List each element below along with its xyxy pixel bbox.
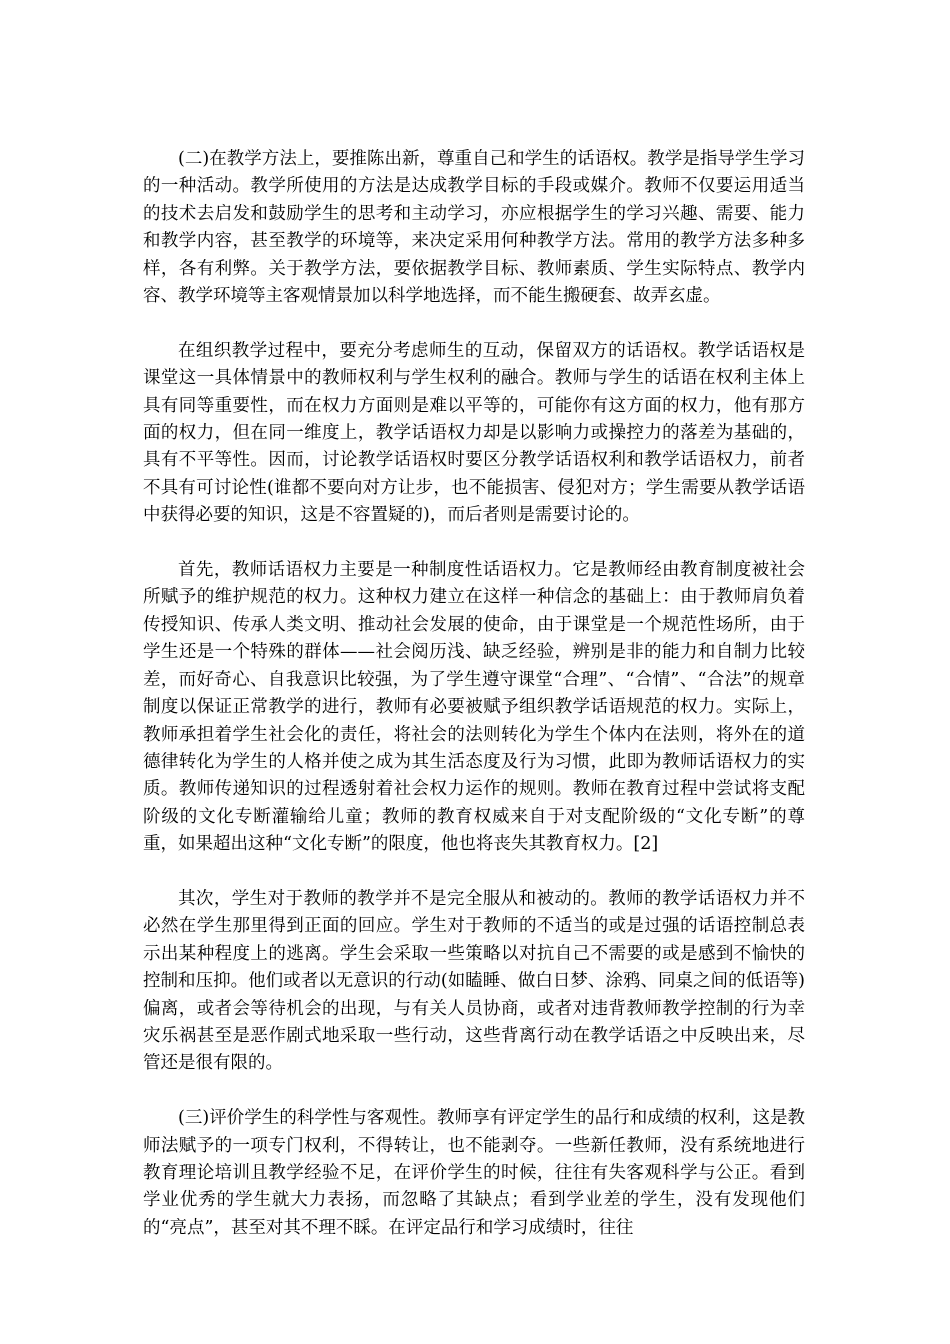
paragraph-discourse-rights: 在组织教学过程中，要充分考虑师生的互动，保留双方的话语权。教学话语权是课堂这一具体情景中的教师权利与学生权利的融合。教师与学生的话语在权利主体上具有同等重要性，而在权力方面则是难以平等的，可能你有这方面的权力，他有那方面的权力，但在同一维度上，教学话语权力却是以影响力或操控力的落差为基础的，具有不平等性。因而，讨论教学话语权时要区分教学话语权利和教学话语权力，前者不具有可讨论性(谁都不要向对方让步，也不能损害、侵犯对方；学生需要从教学话语中获得必要的知识，这是不容置疑的)，而后者则是需要讨论的。 xyxy=(143,340,805,526)
paragraph-student-response: 其次，学生对于教师的教学并不是完全服从和被动的。教师的教学话语权力并不必然在学生那里得到正面的回应。学生对于教师的不适当的或是过强的话语控制总表示出某种程度上的逃离。学生会采取一些策略以对抗自己不需要的或是感到不愉快的控制和压抑。他们或者以无意识的行动(如瞌睡、做白日梦、涂鸦、同桌之间的低语等)偏离，或者会等待机会的出现，与有关人员协商，或者对违背教师教学控制的行为幸灾乐祸甚至是恶作剧式地采取一些行动，这些背离行动在教学话语之中反映出来，尽管还是很有限的。 xyxy=(143,888,805,1074)
paragraph-teacher-discourse-power: 首先，教师话语权力主要是一种制度性话语权力。它是教师经由教育制度被社会所赋予的维护规范的权力。这种权力建立在这样一种信念的基础上：由于教师肩负着传授知识、传承人类文明、推动社会发展的使命，由于课堂是一个规范性场所，由于学生还是一个特殊的群体——社会阅历浅、缺乏经验，辨别是非的能力和自制力比较差，而好奇心、自我意识比较强，为了学生遵守课堂“合理”、“合情”、“合法”的规章制度以保证正常教学的进行，教师有必要被赋予组织教学话语规范的权力。实际上，教师承担着学生社会化的责任，将社会的法则转化为学生个体内在法则，将外在的道德律转化为学生的人格并使之成为其生活态度及行为习惯，此即为教师话语权力的实质。教师传递知识的过程透射着社会权力运作的规则。教师在教育过程中尝试将支配阶级的文化专断灌输给儿童；教师的教育权威来自于对支配阶级的“文化专断”的尊重，如果超出这种“文化专断”的限度，他也将丧失其教育权力。[2] xyxy=(143,560,805,855)
document-page xyxy=(143,146,805,1270)
paragraph-teaching-methods: (二)在教学方法上，要推陈出新，尊重自己和学生的话语权。教学是指导学生学习的一种活动。教学所使用的方法是达成教学目标的手段或媒介。教师不仅要运用适当的技术去启发和鼓励学生的思考和主动学习，亦应根据学生的学习兴趣、需要、能力和教学内容，甚至教学的环境等，来决定采用何种教学方法。常用的教学方法多种多样，各有利弊。关于教学方法，要依据教学目标、教师素质、学生实际特点、教学内容、教学环境等主客观情景加以科学地选择，而不能生搬硬套、故弄玄虚。 xyxy=(143,149,805,307)
paragraph-student-evaluation: (三)评价学生的科学性与客观性。教师享有评定学生的品行和成绩的权利，这是教师法赋予的一项专门权利，不得转让，也不能剥夺。一些新任教师，没有系统地进行教育理论培训且教学经验不足，在评价学生的时候，往往有失客观科学与公正。看到学业优秀的学生就大力表扬，而忽略了其缺点；看到学业差的学生，没有发现他们的“亮点”，甚至对其不理不睬。在评定品行和学习成绩时，往往 xyxy=(143,1108,805,1238)
